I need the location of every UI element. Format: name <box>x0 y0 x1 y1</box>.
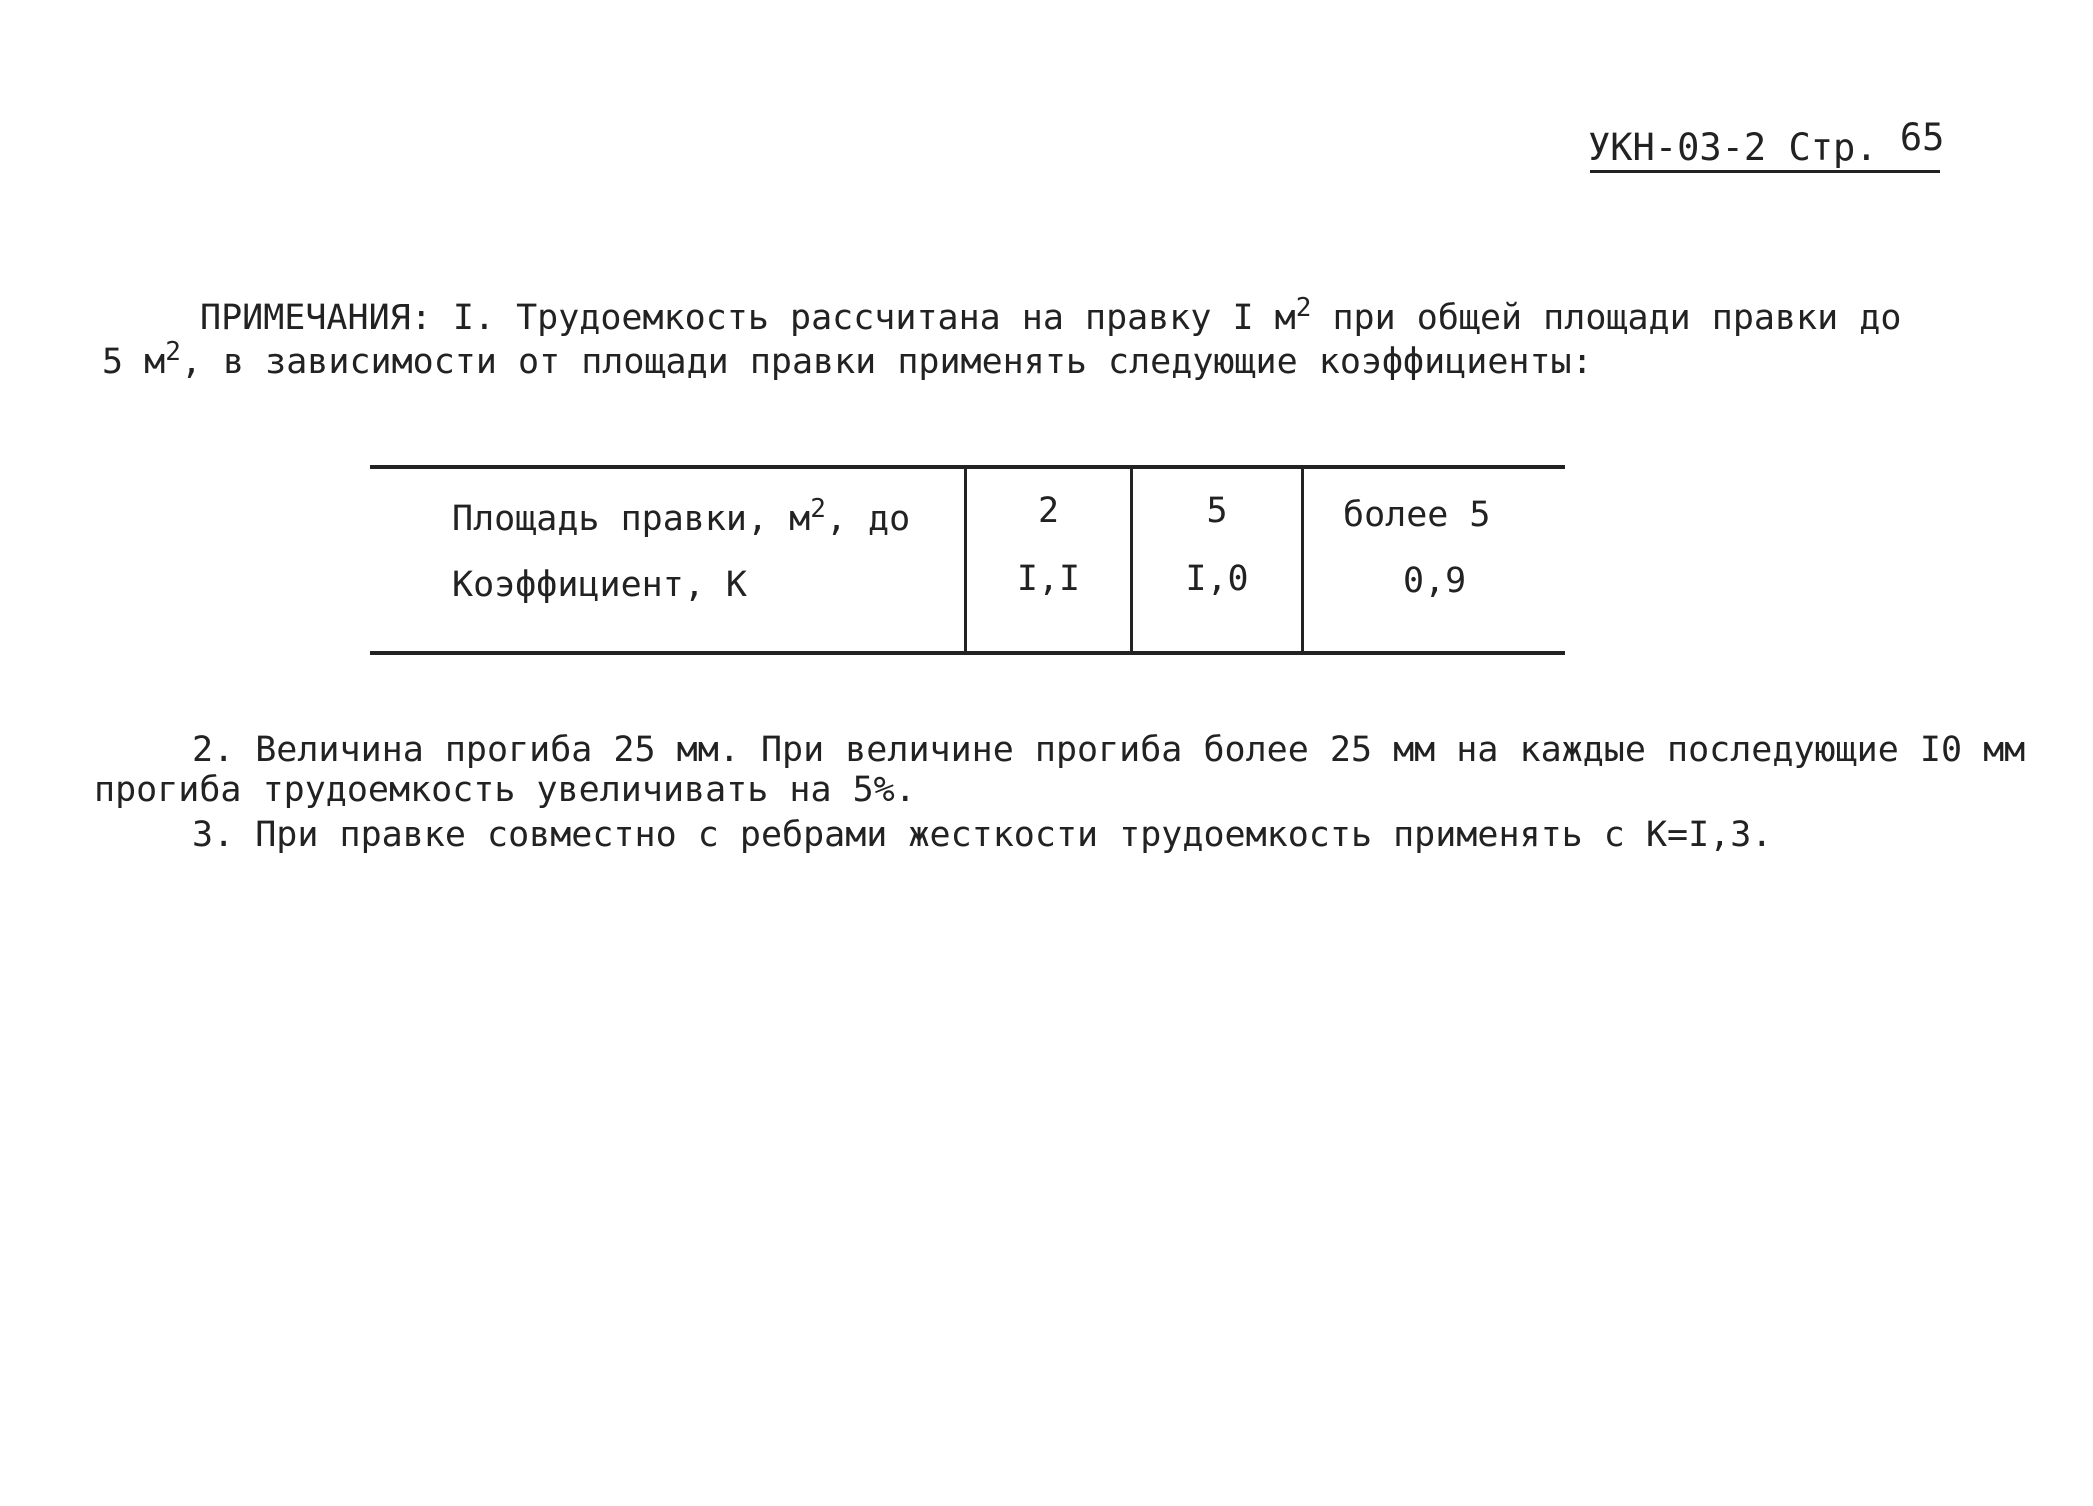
table-cell-coefficient: I,0 <box>1185 559 1249 599</box>
table-cell-area: 5 <box>1206 491 1228 531</box>
table-row-label-coefficient: Коэффициент, К <box>452 565 748 605</box>
table-cell-area: 2 <box>1037 491 1060 531</box>
note-1-line-1: ПРИМЕЧАНИЯ: I. Трудоемкость рассчитана на правку I $м^2$ при общей площади правки до <box>200 293 1902 338</box>
table-column-divider <box>1301 465 1304 655</box>
table-bottom-rule <box>370 651 1565 655</box>
note-2-line-1: 2. Величина прогиба 25 мм. При величине прогиба более 25 мм на каждые последующие I0 мм <box>192 730 2026 770</box>
page-number: 65 <box>1899 116 1945 159</box>
note-1-line-2: 5 $м^2$, в зависимости от площади правки применять следующие коэффициенты: <box>102 337 1593 382</box>
note-3: 3. При правке совместно с ребрами жесткости трудоемкость применять с К=I,3. <box>192 815 1773 855</box>
header-underline <box>1590 170 1940 173</box>
table-cell-coefficient: I,I <box>1016 559 1081 599</box>
note-2-line-2: прогиба трудоемкость увеличивать на 5%. <box>94 770 916 810</box>
table-cell-coefficient: 0,9 <box>1403 561 1467 601</box>
table-cell-area: более 5 <box>1343 495 1491 535</box>
table-row-label-area: Площадь правки, $м^2$, до <box>452 494 911 539</box>
table-top-rule <box>370 465 1565 469</box>
document-code: УКН-03-2 Стр. <box>1588 126 1878 169</box>
page-header <box>1588 118 1944 178</box>
coefficient-table <box>370 465 1565 655</box>
